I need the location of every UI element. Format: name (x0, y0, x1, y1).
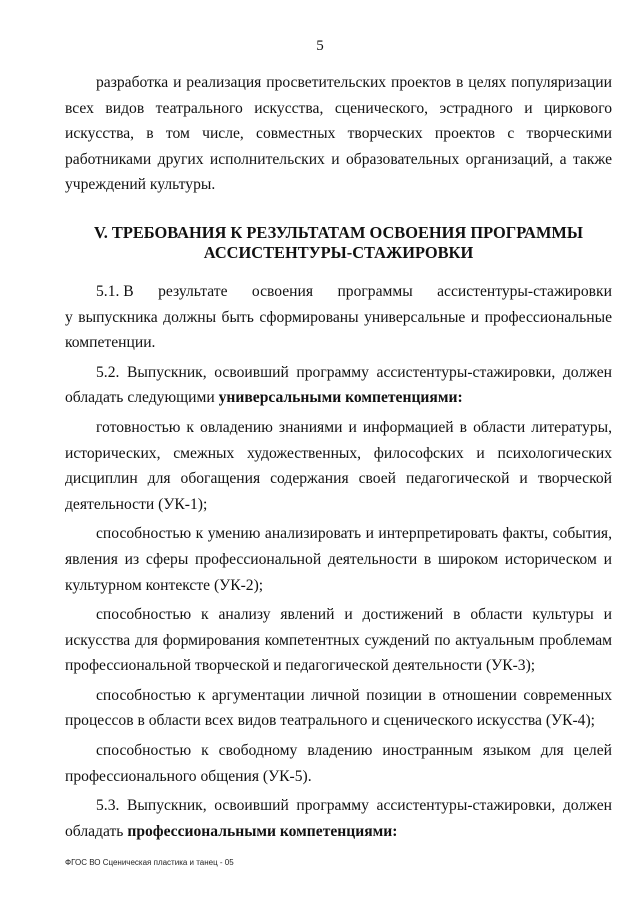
competency-uk-2: способностью к умению анализировать и интерпретировать факты, события, явления из сферы профессиональной деятельности в широком историческом и культурном контексте (УК-2); (65, 525, 612, 594)
paragraph-5-2-text: 5.2. Выпускник, освоивший программу ассистентуры-стажировки, должен обладать следующими (65, 363, 612, 407)
word: 5.1. В (96, 282, 134, 300)
page-number: 5 (316, 38, 324, 54)
paragraph-5-1 (65, 279, 612, 356)
competency-uk-3: способностью к анализу явлений и достижений в области культуры и искусства для формирования компетентных суждений по актуальным проблемам профессиональной творческой и педагогической деятельности (УК-3); (65, 606, 612, 675)
paragraph-5-2 (65, 360, 612, 411)
paragraph-5-1-first-line (65, 279, 612, 305)
paragraph-5-1-rest: у выпускника должны быть сформированы универсальные и профессиональные компетенции. (65, 308, 612, 352)
word: программы (337, 282, 413, 300)
competency-uk-1: готовностью к овладению знаниями и информацией в области литературы, исторических, смежных художественных, философских и психологических дисциплин для обогащения содержания своей педагогической и творческой деятельности (УК-1); (65, 418, 612, 513)
universal-competencies-label: универсальными компетенциями: (218, 389, 463, 407)
paragraph-5-3 (65, 793, 612, 844)
section-heading (65, 223, 612, 263)
word: освоения (251, 282, 314, 300)
paragraph-5-3-text: 5.3. Выпускник, освоивший программу ассистентуры-стажировки, должен обладать (65, 797, 612, 840)
section-heading-line2: АССИСТЕНТУРЫ-СТАЖИРОВКИ (203, 242, 474, 262)
word: результате (158, 282, 228, 300)
word: ассистентуры-стажировки (437, 282, 612, 300)
intro-paragraph: разработка и реализация просветительских проектов в целях популяризации всех видов театрального искусства, сценического, эстрадного и циркового искусства, в том числе, совместных творческих проектов с творческими работниками других исполнительских и образовательных организаций, а также учреждений культуры. (65, 74, 612, 194)
document-body (65, 70, 612, 844)
document-footer: ФГОС ВО Сценическая пластика и танец - 05 (65, 858, 234, 867)
competency-uk-5: способностью к свободному владению иностранным языком для целей профессионального общения (УК-5). (65, 742, 612, 785)
section-heading-line1: V. ТРЕБОВАНИЯ К РЕЗУЛЬТАТАМ ОСВОЕНИЯ ПРОГРАММЫ (94, 222, 583, 242)
competency-uk-4: способностью к аргументации личной позиции в отношении современных процессов в области всех видов театрального и сценического искусства (УК-4); (65, 686, 612, 730)
professional-competencies-label: профессиональными компетенциями: (127, 822, 398, 840)
